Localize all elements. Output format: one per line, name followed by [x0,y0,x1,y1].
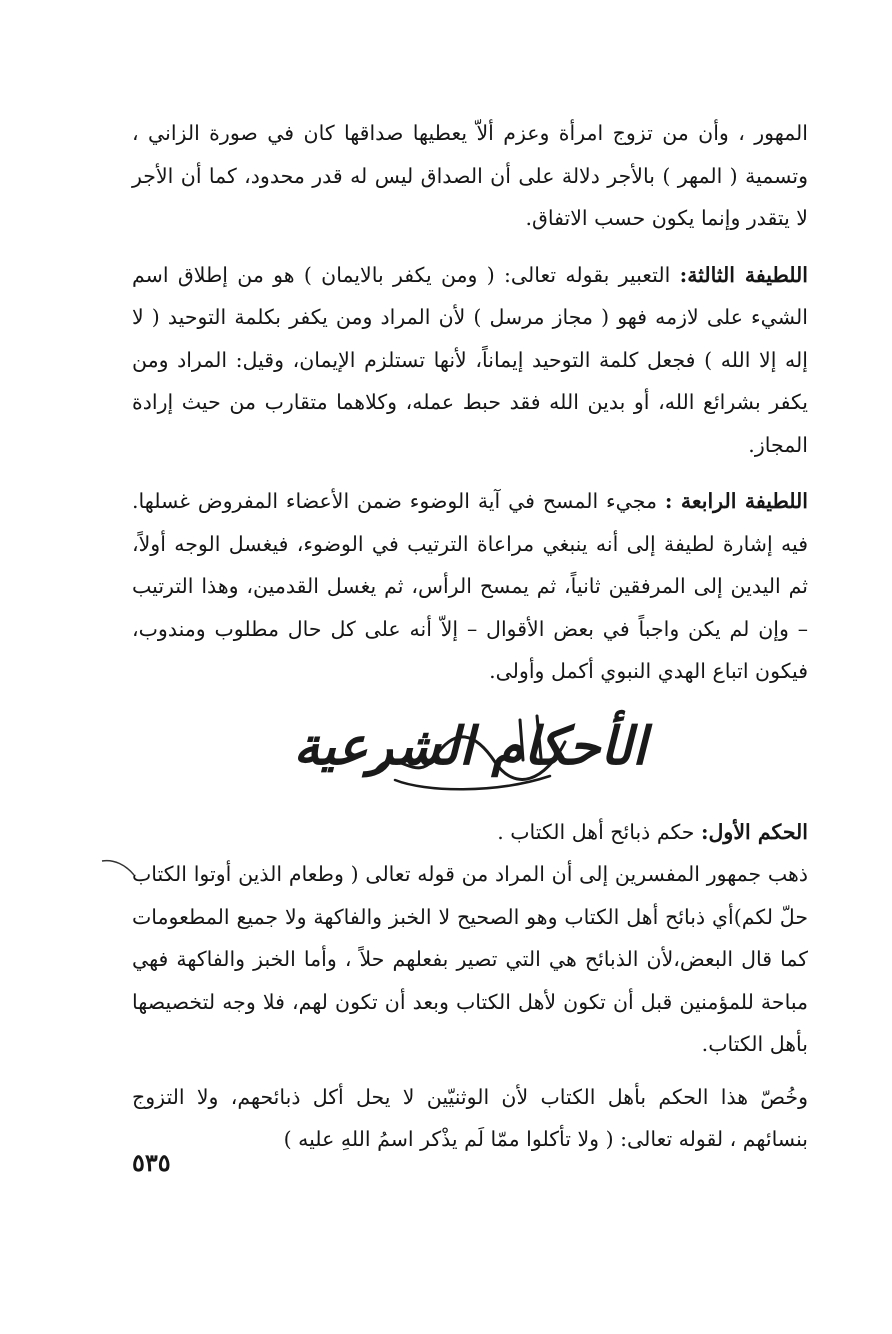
first-ruling-lead: الحكم الأول: [700,819,808,844]
spacer [132,1066,808,1076]
fourth-subtlety-lead: اللطيفة الرابعة : [664,489,808,513]
paragraph-dowry: المهور ، وأن من تزوج امرأة وعزم ألاّ يعطيها صداقها كان في صورة الزاني ، وتسمية ( المهر ) بالأجر دلالة على أن الصداق ليس له قدر محدود، كما أن الأجر لا يتقدر وإنما يكون حسب الاتفاق. [132,121,808,230]
fourth-subtlety-body: مجيء المسح في آية الوضوء ضمن الأعضاء المفروض غسلها. فيه إشارة لطيفة إلى أنه ينبغي مراعاة الترتيب في الوضوء، فيغسل الوجه أولاً، ثم اليدين إلى المرفقين ثانياً، ثم يمسح الرأس، ثم يغسل القدمين، وهذا الترتيب – وإن لم يكن واجباً في بعض الأقوال – إلاّ أنه على كل حال مطلوب ومندوب، فيكون اتباع الهدي النبوي أكمل وأولى. [132,489,808,683]
page-body [132,112,808,1161]
paragraph-majority-view: ذهب جمهور المفسرين إلى أن المراد من قوله تعالى ( وطعام الذين أوتوا الكتاب حلّ لكم)أي ذبائح أهل الكتاب وهو الصحيح لا الخبز والفاكهة ولا جميع المطعومات كما قال البعض،لأن الذبائح هي التي تصير بفعلهم حلاً ، وأما الخبز والفاكهة فهي مباحة للمؤمنين قبل أن تكون لأهل الكتاب وبعد أن تكون لهم، فلا وجه لتخصيصها بأهل الكتاب. [132,862,808,1056]
calligraphy-graphic [293,702,647,802]
paragraph-third-subtlety [132,254,808,467]
paragraph-first-ruling [132,811,808,854]
spacer [132,466,808,480]
section-heading-calligraphy [132,693,808,811]
heading-text: الأحكام الشرعية [293,715,647,777]
first-ruling-body: حكم ذبائح أهل الكتاب . [497,819,701,844]
third-subtlety-lead: اللطيفة الثالثة: [679,262,808,287]
paragraph-specific-ruling: وخُصّ هذا الحكم بأهل الكتاب لأن الوثنيّين لا يحل أكل ذبائحهم، ولا التزوج بنسائهم ، لقوله تعالى: ( ولا تأكلوا ممّا لَم يذْكر اسمُ اللهِ عليه ) [132,1084,808,1151]
margin-mark-icon [100,857,136,877]
paragraph-fourth-subtlety [132,480,808,693]
spacer [132,240,808,254]
page-number: ٥٣٥ [132,1148,171,1177]
third-subtlety-body: التعبير بقوله تعالى: ( ومن يكفر بالايمان ) هو من إطلاق اسم الشيء على لازمه فهو ( مجاز مرسل ) لأن المراد ومن يكفر بكلمة التوحيد ( لا إله إلا الله ) فجعل كلمة التوحيد إيماناً، لأنها تستلزم الإيمان، وقيل: المراد ومن يكفر بشرائع الله، أو بدين الله فقد حبط عمله، وكلاهما متقارب من حيث إرادة المجاز. [132,262,808,457]
